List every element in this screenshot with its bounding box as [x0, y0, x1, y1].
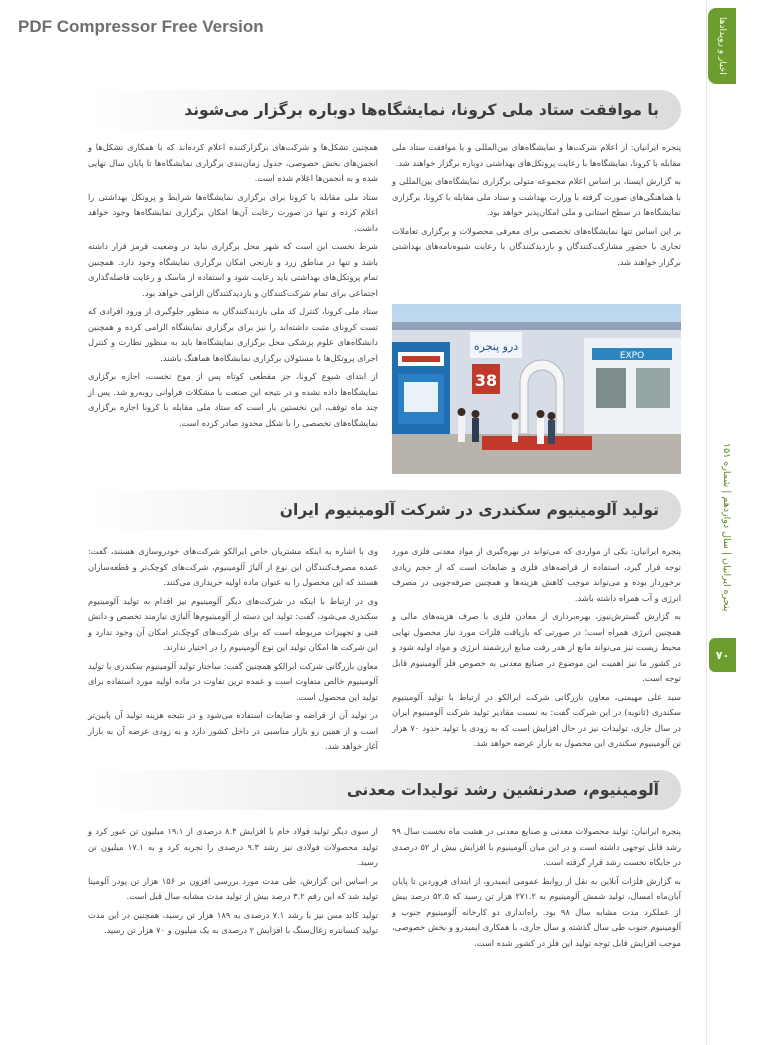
- paragraph: پنجره ایرانیان: از اعلام شرکت‌ها و نمایشگاه‌های بین‌المللی و با موافقت ستاد ملی مقابله با کرونا، نمایشگاه‌ها با رعایت پروتکل‌های بهداشتی دوباره برگزار خواهند شد.: [392, 142, 681, 168]
- paragraph: به گزارش ایسنا، بر اساس اعلام مجموعه متولی برگزاری نمایشگاه‌های بین‌المللی و با هماهنگی‌های صورت گرفته با وزارت بهداشت و ستاد ملی مقابله با کرونا، برگزاری نمایشگاه‌ها در سطح استانی و ملی امکان‌پذیر خواهد بود.: [392, 176, 681, 217]
- section-tab: [708, 8, 736, 84]
- article-1-left-column: [88, 140, 378, 434]
- article-3-headline: آلومینیوم، صدرنشین رشد تولیدات معدنی: [346, 781, 659, 799]
- article-2-left-column: [88, 544, 378, 758]
- article-1-right-column: [392, 140, 681, 273]
- paragraph: ستاد ملی مقابله با کرونا برای برگزاری نمایشگاه‌ها شرایط و پروتکل بهداشتی را اعلام کرده و تنها در صورت رعایت آن‌ها امکان برگزاری نمایشگاه‌ها وجود خواهد داشت.: [88, 191, 378, 233]
- paragraph: به گزارش گسترش‌نیوز، بهره‌برداری از معادن فلزی با صرف هزینه‌های مالی و همچنین انرژی همراه است؛ در صورتی که بازیافت فلزات مورد نیاز محصول نهایی محیط زیست نیز می‌تواند مانع از هدر رفت منابع ارزشمند انرژی و مواد اولیه شود و در کشور ما نیز اهمیت این موضوع در صنایع معدنی به خصوص فلز آلومینیوم قابل توجه است.: [392, 611, 681, 683]
- paragraph: سید علی مهیمنی، معاون بازرگانی شرکت ایرالکو در ارتباط با تولید آلومینیوم سکندری (ثانویه) در این شرکت گفت: به نسبت مقادیر تولید شرکت آلومینیوم ایران در سال جاری، تولیدات نیز در حال افزایش است که به زودی با تولید حدود ۷۰ هزار تن آلومینیوم سکندری این محصول به بازار عرضه خواهد شد.: [392, 691, 681, 748]
- magazine-running-text: پنجره ایرانیان | سال دوازدهم | شماره ۱۵۱: [721, 443, 732, 612]
- section-tab-label: اخبار و رویدادها: [717, 17, 727, 75]
- article-3-headline-bar: [88, 770, 681, 810]
- pdf-compressor-watermark: PDF Compressor Free Version: [18, 17, 264, 36]
- paragraph: وی با اشاره به اینکه مشتریان خاص ایرالکو شرکت‌های خودروسازی هستند، گفت: عمده مصرف‌کنندگان این نوع از آلیاژ آلومینیوم، شرکت‌های کوچک‌تر و قطعه‌سازان هستند که این محصول را به عنوان ماده اولیه خریداری می‌کنند.: [88, 546, 378, 587]
- photo-banner-text: درو پنجره: [473, 340, 519, 353]
- paragraph: پنجره ایرانیان: تولید محصولات معدنی و صنایع معدنی در هشت ماه نخست سال ۹۹ رشد قابل توجهی داشته است و در این میان آلومینیوم با افزایش بیش از ۵۲ درصدی در جایگاه نخست رشد قرار گرفته است.: [392, 826, 681, 867]
- page-number: ۷۰: [709, 638, 736, 672]
- article-1-headline-bar: [88, 90, 681, 130]
- paragraph: تولید کاتد مس نیز با رشد ۷.۱ درصدی به ۱۸۹ هزار تن رسید، همچنین در این مدت تولید کنسانتره زغال‌سنگ با افزایش ۲ درصدی به یک میلیون و ۷۰ هزار تن رسید.: [88, 909, 378, 935]
- paragraph: در تولید آن از قراضه و ضایعات استفاده می‌شود و در نتیجه هزینه تولید آن پایین‌تر است و از همین رو بازار مناسبی در داخل کشور دارد و به زودی عرضه آن به بازار آغاز خواهد شد.: [88, 710, 378, 751]
- article-3-left-column: [88, 824, 378, 942]
- article-2-right-column: [392, 544, 681, 755]
- exhibition-photo: [392, 304, 681, 474]
- photo-booth-sign: EXPO: [619, 351, 645, 361]
- article-1-headline: با موافقت ستاد ملی کرونا، نمایشگاه‌ها دوباره برگزار می‌شوند: [184, 101, 659, 119]
- paragraph: وی در ارتباط با اینکه در شرکت‌های دیگر آلومینیوم نیز اقدام به تولید آلومینیوم سکندری می‌شود، گفت: تولید این دسته از آلومینیوم‌ها آلیاژی نیازمند تخصص و دانش فنی و تجهیزات مربوطه است که برای شرکت‌های کوچک‌تر امکان آن وجود ندارد و این شرکت ها امکان تولید این نوع آلومینیوم را در اختیار ندارند.: [88, 595, 378, 652]
- paragraph: بر اساس این گزارش، طی مدت مورد بررسی افزون بر ۱۵۶ هزار تن پودر آلومینا تولید شد که این رقم ۳.۲ درصد بیش از تولید مدت مشابه سال قبل است.: [88, 875, 378, 901]
- article-2-headline: تولید آلومینیوم سکندری در شرکت آلومینیوم ایران: [279, 501, 659, 519]
- paragraph: شرط نخست این است که شهر محل برگزاری نباید در وضعیت قرمز قرار داشته باشد و تنها در مناطق زرد و نارنجی امکان برگزاری نمایشگاه وجود دارد. همچنین تمام پروتکل‌های بهداشتی باید رعایت شود و استفاده از ماسک و رعایت فاصله‌گذاری اجتماعی برای تمام شرکت‌کنندگان و بازدیدکنندگان الزامی خواهد بود.: [88, 241, 378, 298]
- article-2-headline-bar: [88, 490, 681, 530]
- paragraph: از سوی دیگر تولید فولاد خام با افزایش ۸.۴ درصدی از ۱۹.۱ میلیون تن عبور کرد و تولید محصولات فولادی نیز رشد ۹.۳ درصدی را تجربه کرد و به ۱۷.۱ میلیون تن رسید.: [88, 826, 379, 867]
- paragraph: بر این اساس تنها نمایشگاه‌های تخصصی برای معرفی محصولات و برگزاری تعاملات تجاری با حضور مشارکت‌کنندگان و بازدیدکنندگان با رعایت شیوه‌نامه‌های بهداشتی برگزار خواهند شد.: [392, 225, 681, 267]
- photo-sign-number: 38: [474, 371, 498, 390]
- paragraph: به گزارش فلزات آنلاین به نقل از روابط عمومی ایمیدرو، از ابتدای فروردین تا پایان آبان‌ماه امسال، تولید شمش آلومینیوم به ۲۷۱.۲ هزار تن رسید که ۵۲.۵ درصد بیش از عملکرد مدت مشابه سال ۹۸ بود. راه‌اندازی دو کارخانه آلومینیوم جنوب و آلومینیوم جنوب طی سال گذشته و سال جاری، با همکاری ایمیدرو و بخش خصوصی، موجب افزایش قابل توجه تولید این فلز در کشور شده است.: [392, 875, 681, 948]
- article-3-right-column: [392, 824, 681, 954]
- paragraph: همچنین تشکل‌ها و شرکت‌های برگزارکننده اعلام کرده‌اند که با همکاری تشکل‌ها و انجمن‌های بخش خصوصی، جدول زمان‌بندی برگزاری نمایشگاه‌ها تا پایان سال نهایی شده و به انجمن‌ها اعلام شده است.: [88, 142, 378, 183]
- paragraph: ستاد ملی کرونا، کنترل کد ملی بازدیدکنندگان به منظور جلوگیری از ورود افرادی که تست کرونای مثبت داشته‌اند را نیز برای برگزاری نمایشگاه الزامی کرده و همچنین دانشگاه‌های علوم پزشکی محل برگزاری نمایشگاه‌ها باید به منظور نظارت و کنترل اجرای پروتکل‌ها با مسئولان برگزاری نمایشگاه‌ها هماهنگ باشند.: [88, 306, 378, 363]
- paragraph: پنجره ایرانیان: یکی از مواردی که می‌تواند در بهره‌گیری از مواد معدنی فلزی مورد توجه قرار گیرد، استفاده از قراضه‌های فلزی و ضایعات است که از حجم زیادی برخوردار بوده و می‌تواند موجب کاهش هزینه‌ها و همچنین صرفه‌جویی در مصرف انرژی و آب همراه داشته باشد.: [392, 546, 681, 603]
- paragraph: معاون بازرگانی شرکت ایرالکو همچنین گفت: ساختار تولید آلومینیوم سکندری با تولید آلومینیوم خالص متفاوت است و عمده ترین تفاوت در ماده اولیه مورد استفاده برای تولید این محصول است.: [88, 660, 378, 702]
- paragraph: از ابتدای شیوع کرونا، جز مقطعی کوتاه پس از موج نخست، اجازه برگزاری نمایشگاه‌ها داده نشده و در نتیجه این صنعت با مشکلات فراوانی روبه‌رو شد. پس از چند ماه توقف، این نخستین بار است که ستاد ملی مقابله با کرونا اجازه برگزاری نمایشگاه‌های تخصصی را با شکل محدود صادر کرده است.: [88, 371, 378, 428]
